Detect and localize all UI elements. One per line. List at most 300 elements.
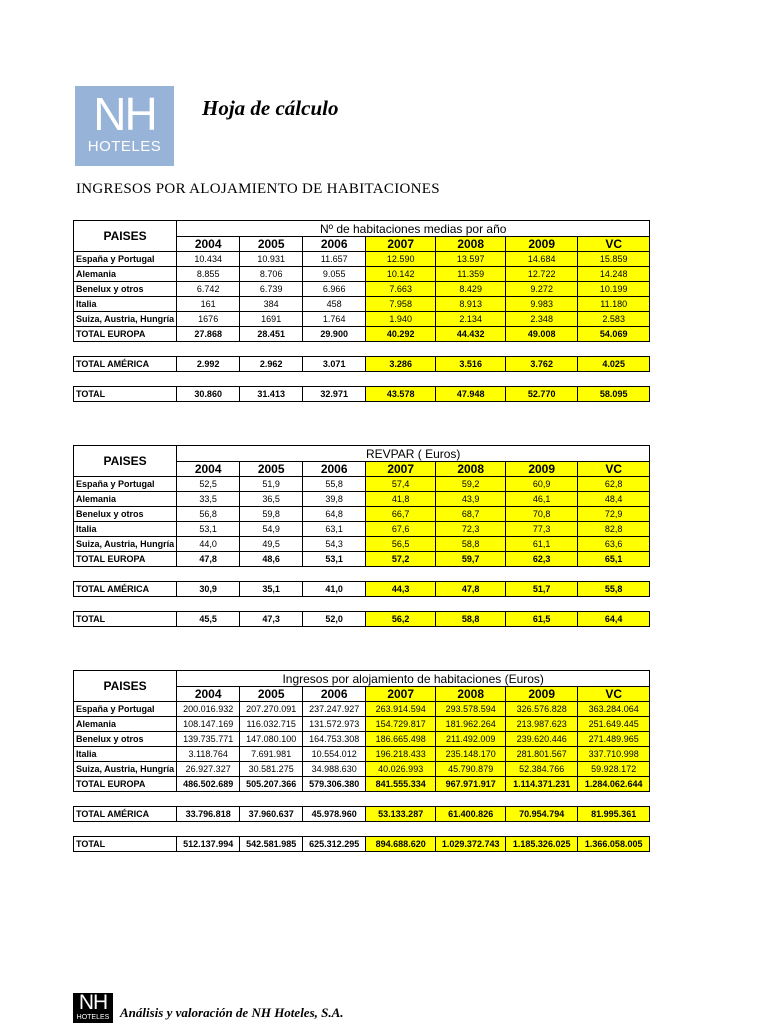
- cell-value: 72,3: [436, 522, 506, 537]
- cell-value: 1676: [177, 312, 240, 327]
- cell-value: 9.055: [303, 267, 366, 282]
- spacer-cell: [74, 597, 177, 612]
- cell-value: 10.142: [366, 267, 436, 282]
- cell-value: 63,6: [578, 537, 650, 552]
- spacer-cell: [436, 372, 506, 387]
- cell-value: 44.432: [436, 327, 506, 342]
- year-header: 2007: [366, 237, 436, 252]
- cell-value: 213.987.623: [506, 717, 578, 732]
- spacer-cell: [177, 567, 240, 582]
- cell-value: 49.008: [506, 327, 578, 342]
- cell-value: 48,6: [240, 552, 303, 567]
- cell-value: 4.025: [578, 357, 650, 372]
- cell-value: 58,8: [436, 612, 506, 627]
- row-label: Suiza, Austria, Hungría: [74, 312, 177, 327]
- cell-value: 271.489.965: [578, 732, 650, 747]
- total-row-label: TOTAL: [74, 837, 177, 852]
- cell-value: 154.729.817: [366, 717, 436, 732]
- cell-value: 235.148.170: [436, 747, 506, 762]
- spacer-cell: [240, 822, 303, 837]
- spacer-cell: [303, 597, 366, 612]
- spacer-cell: [578, 792, 650, 807]
- cell-value: 1.114.371.231: [506, 777, 578, 792]
- spacer-cell: [506, 372, 578, 387]
- cell-value: 512.137.994: [177, 837, 240, 852]
- cell-value: 486.502.689: [177, 777, 240, 792]
- logo-main-text: NH: [93, 88, 156, 140]
- total-america-row-label: TOTAL AMÉRICA: [74, 357, 177, 372]
- footer-logo: [73, 993, 113, 1023]
- cell-value: 56,8: [177, 507, 240, 522]
- row-label: Alemania: [74, 717, 177, 732]
- cell-value: 8.855: [177, 267, 240, 282]
- cell-value: 53,1: [177, 522, 240, 537]
- nh-hoteles-logo: [75, 86, 174, 166]
- spacer-cell: [303, 822, 366, 837]
- row-label: Italia: [74, 522, 177, 537]
- row-label: Benelux y otros: [74, 282, 177, 297]
- cell-value: 3.286: [366, 357, 436, 372]
- total-row: [74, 387, 650, 402]
- cell-value: 52,5: [177, 477, 240, 492]
- spacer-cell: [366, 567, 436, 582]
- cell-value: 11.180: [578, 297, 650, 312]
- year-header: VC: [578, 462, 650, 477]
- cell-value: 211.492.009: [436, 732, 506, 747]
- cell-value: 57,4: [366, 477, 436, 492]
- cell-value: 51,7: [506, 582, 578, 597]
- total-europa-row-label: TOTAL EUROPA: [74, 777, 177, 792]
- row-label: Suiza, Austria, Hungría: [74, 762, 177, 777]
- cell-value: 14.248: [578, 267, 650, 282]
- cell-value: 81.995.361: [578, 807, 650, 822]
- year-header: 2008: [436, 237, 506, 252]
- cell-value: 894.688.620: [366, 837, 436, 852]
- cell-value: 27.868: [177, 327, 240, 342]
- year-header: 2008: [436, 462, 506, 477]
- cell-value: 61,1: [506, 537, 578, 552]
- spacer-cell: [240, 792, 303, 807]
- row-label: España y Portugal: [74, 252, 177, 267]
- cell-value: 32.971: [303, 387, 366, 402]
- spacer-cell: [74, 822, 177, 837]
- spacer-cell: [240, 372, 303, 387]
- spacer-cell: [506, 597, 578, 612]
- spacer-cell: [303, 342, 366, 357]
- cell-value: 505.207.366: [240, 777, 303, 792]
- cell-value: 841.555.334: [366, 777, 436, 792]
- cell-value: 8.429: [436, 282, 506, 297]
- table-row: [74, 537, 650, 552]
- cell-value: 30,9: [177, 582, 240, 597]
- cell-value: 542.581.985: [240, 837, 303, 852]
- year-header: 2007: [366, 687, 436, 702]
- spacer-cell: [303, 567, 366, 582]
- table-row: [74, 717, 650, 732]
- spacer-cell: [74, 342, 177, 357]
- cell-value: 56,2: [366, 612, 436, 627]
- cell-value: 45.978.960: [303, 807, 366, 822]
- cell-value: 207.270.091: [240, 702, 303, 717]
- total-america-row-label: TOTAL AMÉRICA: [74, 582, 177, 597]
- table-caption: Nº de habitaciones medias por año: [177, 221, 650, 237]
- spacer-cell: [366, 792, 436, 807]
- table-row: [74, 312, 650, 327]
- footer-logo-sub: HOTELES: [76, 1014, 110, 1021]
- cell-value: 64,8: [303, 507, 366, 522]
- cell-value: 8.913: [436, 297, 506, 312]
- total-europa-row-label: TOTAL EUROPA: [74, 327, 177, 342]
- cell-value: 1.029.372.743: [436, 837, 506, 852]
- footer-logo-main: NH: [78, 991, 108, 1014]
- cell-value: 181.962.264: [436, 717, 506, 732]
- cell-value: 47,8: [177, 552, 240, 567]
- cell-value: 6.739: [240, 282, 303, 297]
- cell-value: 70.954.794: [506, 807, 578, 822]
- total-europa-row: [74, 552, 650, 567]
- year-header: 2004: [177, 237, 240, 252]
- year-header: 2009: [506, 687, 578, 702]
- cell-value: 10.199: [578, 282, 650, 297]
- row-label: Italia: [74, 297, 177, 312]
- table-row: [74, 267, 650, 282]
- total-row-label: TOTAL: [74, 612, 177, 627]
- year-header: 2009: [506, 237, 578, 252]
- total-europa-row: [74, 777, 650, 792]
- spacer-cell: [74, 792, 177, 807]
- row-label: España y Portugal: [74, 477, 177, 492]
- cell-value: 53,1: [303, 552, 366, 567]
- cell-value: 12.722: [506, 267, 578, 282]
- data-table-3: [73, 670, 650, 852]
- data-table-1: [73, 220, 650, 402]
- table-caption: Ingresos por alojamiento de habitaciones (Euros): [177, 671, 650, 687]
- cell-value: 967.971.917: [436, 777, 506, 792]
- cell-value: 139.735.771: [177, 732, 240, 747]
- cell-value: 59,7: [436, 552, 506, 567]
- spacer-cell: [240, 597, 303, 612]
- cell-value: 11.657: [303, 252, 366, 267]
- cell-value: 10.931: [240, 252, 303, 267]
- table-caption: REVPAR ( Euros): [177, 446, 650, 462]
- year-header: 2004: [177, 462, 240, 477]
- cell-value: 46,1: [506, 492, 578, 507]
- total-america-row: [74, 807, 650, 822]
- cell-value: 116.032.715: [240, 717, 303, 732]
- cell-value: 44,0: [177, 537, 240, 552]
- cell-value: 1.764: [303, 312, 366, 327]
- cell-value: 48,4: [578, 492, 650, 507]
- table-row: [74, 762, 650, 777]
- cell-value: 30.581.275: [240, 762, 303, 777]
- cell-value: 37.960.637: [240, 807, 303, 822]
- cell-value: 70,8: [506, 507, 578, 522]
- spacer-cell: [436, 792, 506, 807]
- year-header: 2006: [303, 462, 366, 477]
- year-header: 2005: [240, 237, 303, 252]
- cell-value: 14.684: [506, 252, 578, 267]
- cell-value: 10.434: [177, 252, 240, 267]
- cell-value: 326.576.828: [506, 702, 578, 717]
- cell-value: 12.590: [366, 252, 436, 267]
- spacer-cell: [74, 567, 177, 582]
- year-header: 2008: [436, 687, 506, 702]
- cell-value: 2.962: [240, 357, 303, 372]
- year-header: 2005: [240, 462, 303, 477]
- cell-value: 72,9: [578, 507, 650, 522]
- cell-value: 34.988.630: [303, 762, 366, 777]
- cell-value: 61,5: [506, 612, 578, 627]
- spacer-cell: [177, 597, 240, 612]
- cell-value: 337.710.998: [578, 747, 650, 762]
- cell-value: 13.597: [436, 252, 506, 267]
- total-america-row: [74, 582, 650, 597]
- cell-value: 8.706: [240, 267, 303, 282]
- cell-value: 58.095: [578, 387, 650, 402]
- cell-value: 56,5: [366, 537, 436, 552]
- cell-value: 108.147.169: [177, 717, 240, 732]
- cell-value: 281.801.567: [506, 747, 578, 762]
- cell-value: 1.366.058.005: [578, 837, 650, 852]
- spacer-cell: [436, 822, 506, 837]
- paises-header: PAISES: [74, 671, 177, 702]
- row-label: Suiza, Austria, Hungría: [74, 537, 177, 552]
- cell-value: 77,3: [506, 522, 578, 537]
- total-europa-row-label: TOTAL EUROPA: [74, 552, 177, 567]
- row-label: Benelux y otros: [74, 732, 177, 747]
- cell-value: 9.983: [506, 297, 578, 312]
- cell-value: 251.649.445: [578, 717, 650, 732]
- page-title: Hoja de cálculo: [202, 96, 339, 120]
- cell-value: 161: [177, 297, 240, 312]
- cell-value: 40.292: [366, 327, 436, 342]
- cell-value: 55,8: [303, 477, 366, 492]
- spacer-cell: [436, 342, 506, 357]
- spacer-cell: [74, 372, 177, 387]
- cell-value: 52.770: [506, 387, 578, 402]
- cell-value: 57,2: [366, 552, 436, 567]
- cell-value: 67,6: [366, 522, 436, 537]
- cell-value: 7.691.981: [240, 747, 303, 762]
- cell-value: 3.762: [506, 357, 578, 372]
- total-row-label: TOTAL: [74, 387, 177, 402]
- table-row: [74, 252, 650, 267]
- cell-value: 458: [303, 297, 366, 312]
- cell-value: 51,9: [240, 477, 303, 492]
- cell-value: 45.790.879: [436, 762, 506, 777]
- cell-value: 53.133.287: [366, 807, 436, 822]
- spacer-cell: [303, 792, 366, 807]
- year-header: VC: [578, 237, 650, 252]
- cell-value: 33.796.818: [177, 807, 240, 822]
- cell-value: 61.400.826: [436, 807, 506, 822]
- cell-value: 3.516: [436, 357, 506, 372]
- table-row: [74, 282, 650, 297]
- cell-value: 9.272: [506, 282, 578, 297]
- cell-value: 1.284.062.644: [578, 777, 650, 792]
- cell-value: 7.958: [366, 297, 436, 312]
- cell-value: 55,8: [578, 582, 650, 597]
- spacer-cell: [366, 342, 436, 357]
- total-row: [74, 612, 650, 627]
- cell-value: 1691: [240, 312, 303, 327]
- cell-value: 15.859: [578, 252, 650, 267]
- cell-value: 59,8: [240, 507, 303, 522]
- cell-value: 52,0: [303, 612, 366, 627]
- table-row: [74, 477, 650, 492]
- cell-value: 26.927.327: [177, 762, 240, 777]
- table-row: [74, 507, 650, 522]
- spacer-cell: [506, 792, 578, 807]
- cell-value: 384: [240, 297, 303, 312]
- cell-value: 59.928.172: [578, 762, 650, 777]
- cell-value: 43.578: [366, 387, 436, 402]
- total-america-row: [74, 357, 650, 372]
- cell-value: 82,8: [578, 522, 650, 537]
- row-label: España y Portugal: [74, 702, 177, 717]
- cell-value: 36,5: [240, 492, 303, 507]
- cell-value: 31.413: [240, 387, 303, 402]
- cell-value: 2.583: [578, 312, 650, 327]
- cell-value: 196.218.433: [366, 747, 436, 762]
- spacer-cell: [303, 372, 366, 387]
- year-header: 2006: [303, 237, 366, 252]
- cell-value: 43,9: [436, 492, 506, 507]
- spacer-cell: [578, 597, 650, 612]
- cell-value: 164.753.308: [303, 732, 366, 747]
- cell-value: 10.554.012: [303, 747, 366, 762]
- cell-value: 49,5: [240, 537, 303, 552]
- cell-value: 2.992: [177, 357, 240, 372]
- cell-value: 239.620.446: [506, 732, 578, 747]
- spacer-cell: [366, 372, 436, 387]
- cell-value: 625.312.295: [303, 837, 366, 852]
- row-label: Alemania: [74, 267, 177, 282]
- cell-value: 66,7: [366, 507, 436, 522]
- spacer-cell: [506, 567, 578, 582]
- footer-text: Análisis y valoración de NH Hoteles, S.A.: [120, 1005, 344, 1020]
- total-row: [74, 837, 650, 852]
- cell-value: 3.118.764: [177, 747, 240, 762]
- cell-value: 1.940: [366, 312, 436, 327]
- spacer-cell: [366, 597, 436, 612]
- spacer-cell: [177, 792, 240, 807]
- spacer-cell: [506, 822, 578, 837]
- section-title: INGRESOS POR ALOJAMIENTO DE HABITACIONES: [76, 181, 440, 197]
- spacer-cell: [436, 597, 506, 612]
- row-label: Alemania: [74, 492, 177, 507]
- cell-value: 579.306.380: [303, 777, 366, 792]
- row-label: Italia: [74, 747, 177, 762]
- cell-value: 6.966: [303, 282, 366, 297]
- cell-value: 29.900: [303, 327, 366, 342]
- table-row: [74, 732, 650, 747]
- total-america-row-label: TOTAL AMÉRICA: [74, 807, 177, 822]
- table-row: [74, 702, 650, 717]
- cell-value: 63,1: [303, 522, 366, 537]
- cell-value: 186.665.498: [366, 732, 436, 747]
- cell-value: 47,8: [436, 582, 506, 597]
- cell-value: 52.384.766: [506, 762, 578, 777]
- cell-value: 62,8: [578, 477, 650, 492]
- cell-value: 47.948: [436, 387, 506, 402]
- spacer-cell: [436, 567, 506, 582]
- cell-value: 1.185.326.025: [506, 837, 578, 852]
- year-header: 2005: [240, 687, 303, 702]
- cell-value: 41,8: [366, 492, 436, 507]
- spacer-cell: [506, 342, 578, 357]
- cell-value: 41,0: [303, 582, 366, 597]
- cell-value: 2.134: [436, 312, 506, 327]
- cell-value: 68,7: [436, 507, 506, 522]
- cell-value: 40.026.993: [366, 762, 436, 777]
- spacer-cell: [366, 822, 436, 837]
- spacer-cell: [578, 567, 650, 582]
- cell-value: 54,3: [303, 537, 366, 552]
- cell-value: 3.071: [303, 357, 366, 372]
- table-row: [74, 492, 650, 507]
- year-header: VC: [578, 687, 650, 702]
- spacer-cell: [240, 342, 303, 357]
- cell-value: 62,3: [506, 552, 578, 567]
- cell-value: 47,3: [240, 612, 303, 627]
- total-europa-row: [74, 327, 650, 342]
- table-row: [74, 297, 650, 312]
- spacer-cell: [578, 342, 650, 357]
- cell-value: 263.914.594: [366, 702, 436, 717]
- spacer-cell: [578, 372, 650, 387]
- row-label: Benelux y otros: [74, 507, 177, 522]
- logo-sub-text: HOTELES: [87, 138, 162, 155]
- spacer-cell: [240, 567, 303, 582]
- cell-value: 45,5: [177, 612, 240, 627]
- year-header: 2009: [506, 462, 578, 477]
- cell-value: 60,9: [506, 477, 578, 492]
- cell-value: 200.016.932: [177, 702, 240, 717]
- cell-value: 237.247.927: [303, 702, 366, 717]
- spacer-cell: [177, 372, 240, 387]
- spacer-cell: [578, 822, 650, 837]
- cell-value: 39,8: [303, 492, 366, 507]
- cell-value: 6.742: [177, 282, 240, 297]
- cell-value: 131.572.973: [303, 717, 366, 732]
- data-table-2: [73, 445, 650, 627]
- cell-value: 58,8: [436, 537, 506, 552]
- year-header: 2006: [303, 687, 366, 702]
- cell-value: 293.578.594: [436, 702, 506, 717]
- year-header: 2004: [177, 687, 240, 702]
- cell-value: 44,3: [366, 582, 436, 597]
- cell-value: 7.663: [366, 282, 436, 297]
- cell-value: 54.069: [578, 327, 650, 342]
- spacer-cell: [177, 342, 240, 357]
- cell-value: 54,9: [240, 522, 303, 537]
- cell-value: 11.359: [436, 267, 506, 282]
- cell-value: 30.860: [177, 387, 240, 402]
- table-row: [74, 522, 650, 537]
- cell-value: 59,2: [436, 477, 506, 492]
- cell-value: 147.080.100: [240, 732, 303, 747]
- cell-value: 64,4: [578, 612, 650, 627]
- cell-value: 28.451: [240, 327, 303, 342]
- paises-header: PAISES: [74, 446, 177, 477]
- table-row: [74, 747, 650, 762]
- cell-value: 33,5: [177, 492, 240, 507]
- cell-value: 65,1: [578, 552, 650, 567]
- cell-value: 2.348: [506, 312, 578, 327]
- cell-value: 363.284.064: [578, 702, 650, 717]
- cell-value: 35,1: [240, 582, 303, 597]
